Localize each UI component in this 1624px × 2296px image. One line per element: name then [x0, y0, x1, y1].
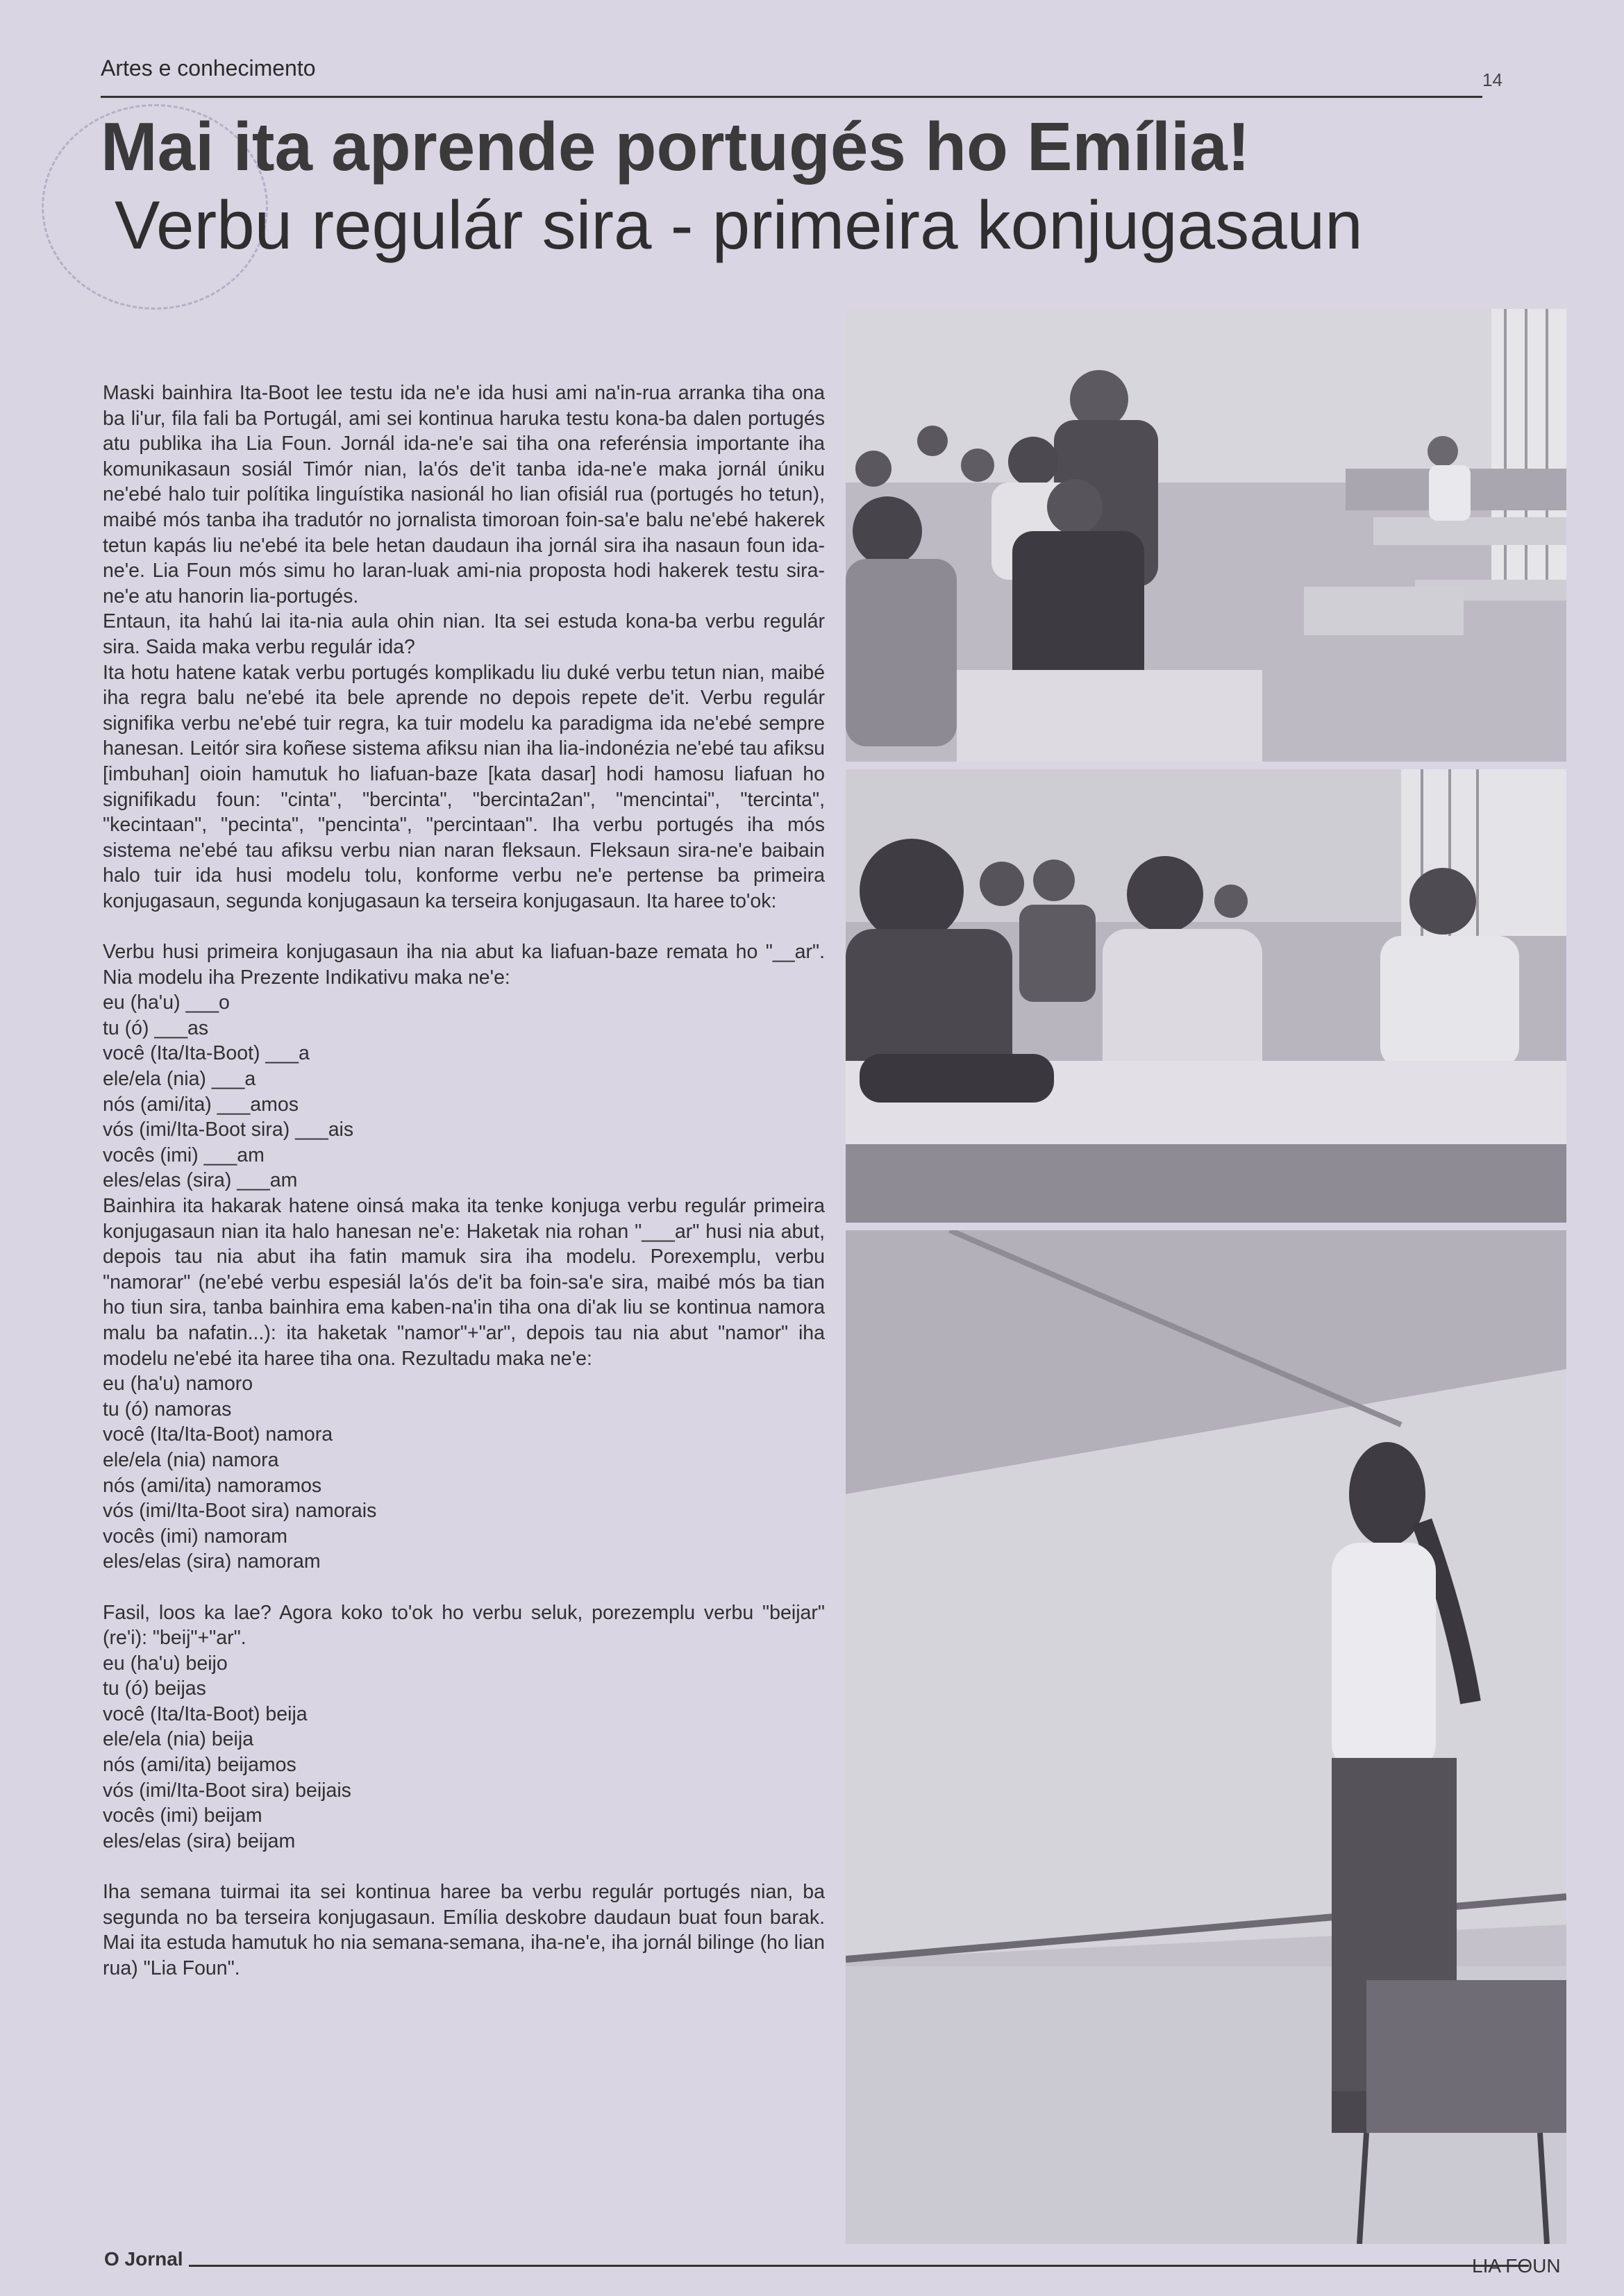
list-item: vocês (imi) namoram [103, 1525, 288, 1548]
section-label: Artes e conhecimento [101, 56, 316, 81]
beijar-intro: Fasil, loos ka lae? Agora koko to'ok ho verbu seluk, porezemplu verbu "beijar" (re'i): "beij"+"ar". [103, 1601, 825, 1650]
spacer [103, 1575, 825, 1600]
article-title: Mai ita aprende portugés ho Emília! [101, 108, 1250, 185]
list-item: eu (ha'u) beijo [103, 1652, 228, 1675]
list-item: nós (ami/ita) beijamos [103, 1754, 296, 1777]
footer-newspaper-name: LIA FOUN [1472, 2255, 1561, 2277]
beijar-conjugation-list [103, 1651, 825, 1854]
list-item: nós (ami/ita) ___amos [103, 1093, 299, 1116]
article-body [103, 380, 825, 1981]
classroom-photo-teacher [846, 309, 1566, 762]
header-rule [101, 96, 1482, 98]
list-item: ele/ela (nia) ___a [103, 1068, 256, 1091]
intro-paragraph: Maski bainhira Ita-Boot lee testu ida ne'e ida husi ami na'in-rua arranka tiha ona ba li'ur, fila fali ba Portugál, ami sei kontinua haruka testu kona-ba dalen portugés atu publika iha Lia Foun. Jornál ida-ne'e sai tiha ona referénsia importante iha komunikasaun sosiál Timór nian, la'ós de'it tanba ida-ne'e maka jornál úniku ne'ebé halo tuir polítika linguístika nasionál ho lian ofisiál rua (portugés ho tetun), maibé mós tanba iha tradutór no jornalista timoroan foin-sa'e balu ne'ebé hakerek tetun kapás liu ne'ebé ita bele hetan daudaun iha jornál sira iha nasaun foun ida-ne'e. Lia Foun mós simu ho laran-luak ami-nia proposta hodi hakerek testu sira-ne'e atu hanorin lia-portugés. [103, 382, 825, 607]
list-item: eles/elas (sira) beijam [103, 1829, 296, 1852]
question-paragraph: Entaun, ita hahú lai ita-nia aula ohin nian. Ita sei estuda kona-ba verbu regulár sira. Saida maka verbu regulár ida? [103, 610, 825, 658]
list-item: vós (imi/Ita-Boot sira) ___ais [103, 1118, 354, 1141]
classroom-photo-students-writing [846, 769, 1566, 1223]
list-item: tu (ó) beijas [103, 1677, 206, 1700]
list-item: vós (imi/Ita-Boot sira) namorais [103, 1500, 377, 1523]
list-item: eles/elas (sira) namoram [103, 1550, 321, 1573]
list-item: vocês (imi) beijam [103, 1804, 262, 1827]
footer-publication: O Jornal [104, 2248, 183, 2270]
explanation-paragraph: Ita hotu hatene katak verbu portugés komplikadu liu duké verbu tetun nian, maibé iha regra balu ne'ebé ita bele aprende no depois repete de'it. Verbu regulár signifika verbu ne'ebé tuir regra, ka tuir modelu ka paradigma ida ne'ebé sempre hanesan. Leitór sira koñese sistema afiksu nian iha lia-indonézia ne'ebé tau afiksu [imbuhan] oioin hamutuk ho liafuan-baze [kata dasar] hodi hamosu liafuan ho signifikadu foun: "cinta", "bercinta", "bercinta2an", "mencintai", "tercinta", "kecintaan", "pecinta", "pencinta", "percintaan". Iha verbu portugés iha mós sistema ne'ebé tau afiksu verbu nian naran fleksaun. Fleksaun sira-ne'e baibain halo tuir ida husi modelu tolu, konforme verbu ne'e pertense ba primeira konjugasaun, segunda konjugasaun ka terseira konjugasaun. Ita haree to'ok: [103, 661, 825, 912]
list-item: eu (ha'u) namoro [103, 1373, 253, 1396]
list-item: você (Ita/Ita-Boot) beija [103, 1702, 308, 1725]
student-at-whiteboard-photo [846, 1230, 1566, 2244]
spacer [103, 1854, 825, 1879]
page-number: 14 [1482, 69, 1502, 90]
footer-rule [189, 2265, 1529, 2267]
spacer [103, 914, 825, 939]
list-item: vós (imi/Ita-Boot sira) beijais [103, 1779, 351, 1802]
list-item: eu (ha'u) ___o [103, 991, 230, 1014]
list-item: nós (ami/ita) namoramos [103, 1474, 322, 1497]
closing-paragraph: Iha semana tuirmai ita sei kontinua haree ba verbu regulár portugés nian, ba segunda no ba terseira konjugasaun. Emília deskobre daudaun buat foun barak. Mai ita estuda hamutuk ho nia semana-semana, iha-ne'e, iha jornál bilinge (ho lian rua) "Lia Foun". [103, 1881, 825, 1979]
model-conjugation-list [103, 990, 825, 1193]
namorar-conjugation-list [103, 1371, 825, 1575]
list-item: tu (ó) namoras [103, 1398, 232, 1421]
list-item: você (Ita/Ita-Boot) namora [103, 1423, 333, 1446]
model-intro: Verbu husi primeira konjugasaun iha nia abut ka liafuan-baze remata ho "__ar". Nia modelu iha Prezente Indikativu maka ne'e: [103, 941, 825, 989]
list-item: ele/ela (nia) namora [103, 1448, 279, 1471]
list-item: tu (ó) ___as [103, 1016, 209, 1039]
list-item: ele/ela (nia) beija [103, 1728, 254, 1751]
list-item: vocês (imi) ___am [103, 1143, 265, 1166]
how-to-paragraph: Bainhira ita hakarak hatene oinsá maka ita tenke konjuga verbu regulár primeira konjugasaun nian ita halo hanesan ne'e: Haketak nia rohan "___ar" husi nia abut, depois tau nia abut iha fatin mamuk sira iha modelu. Porexemplu, verbu "namorar" (ne'ebé verbu espesiál la'ós de'it ba foin-sa'e sira, maibé mós ba tian ho tiun sira, tanba bainhira ema kaben-na'in tiha ona di'ak liu se kontinua namora malu ba nafatin...): ita haketak "namor"+"ar", depois tau nia abut "namor" iha modelu ne'ebé ita haree tiha ona. Rezultadu maka ne'e: [103, 1195, 825, 1370]
list-item: você (Ita/Ita-Boot) ___a [103, 1042, 310, 1065]
article-subtitle: Verbu regulár sira - primeira konjugasaun [115, 187, 1363, 263]
list-item: eles/elas (sira) ___am [103, 1169, 298, 1192]
